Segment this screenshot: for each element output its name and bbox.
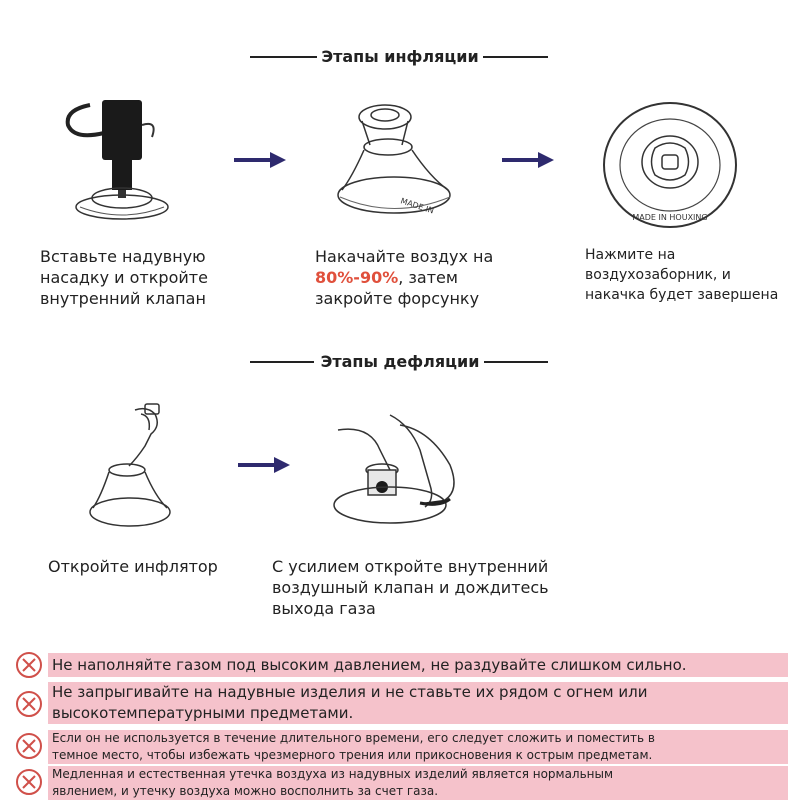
inflation-title: Этапы инфляции [317, 47, 482, 66]
prohibited-icon [14, 689, 44, 719]
arrow-icon [500, 150, 556, 170]
deflation-title: Этапы дефляции [317, 352, 484, 371]
pressure-range-highlight: 80%-90% [315, 268, 399, 287]
warning-text: Не наполняйте газом под высоким давлением, не раздувайте слишком сильно. [52, 656, 687, 674]
inflation-step-1-caption: Вставьте надувную насадку и откройте внутренний клапан [40, 247, 208, 308]
inflation-step-3-caption: Нажмите на воздухозаборник, и накачка будет завершена [585, 247, 779, 303]
valve-marking: MADE IN HOUXING [632, 213, 708, 222]
arrow-icon [236, 455, 292, 475]
deflation-step-1-caption: Откройте инфлятор [48, 557, 218, 576]
warning-item [0, 728, 800, 764]
valve-top-view-illustration [600, 100, 740, 230]
prohibited-icon [14, 767, 44, 797]
warning-item [0, 650, 800, 680]
warning-text: Не запрыгивайте на надувные изделия и не ставьте их рядом с огнем или высокотемпературными предметами. [52, 683, 648, 722]
inflation-step-2-caption: Накачайте воздух на 80%-90%, затем закройте форсунку [315, 247, 494, 308]
deflation-section-title [0, 350, 800, 374]
open-inflator-illustration [85, 400, 175, 535]
warning-item [0, 764, 800, 800]
svg-text:MADE IN: MADE IN [399, 196, 435, 216]
deflation-step-2-caption: С усилием откройте внутренний воздушный клапан и дождитесь выхода газа [272, 557, 549, 618]
arrow-icon [232, 150, 288, 170]
inflation-section-title [0, 45, 800, 69]
warning-text: Медленная и естественная утечка воздуха из надувных изделий является нормальным явлением, и утечку воздуха можно восполнить за счет газа. [52, 767, 614, 798]
close-nozzle-illustration [330, 95, 460, 225]
press-valve-illustration [330, 395, 465, 535]
warning-item [0, 680, 800, 728]
prohibited-icon [14, 731, 44, 761]
insert-nozzle-illustration [60, 95, 180, 225]
prohibited-icon [14, 650, 44, 680]
warning-text: Если он не используется в течение длительного времени, его следует сложить и поместить в темное место, чтобы избежать чрезмерного трения или прикосновения к острым предметам. [52, 731, 655, 762]
